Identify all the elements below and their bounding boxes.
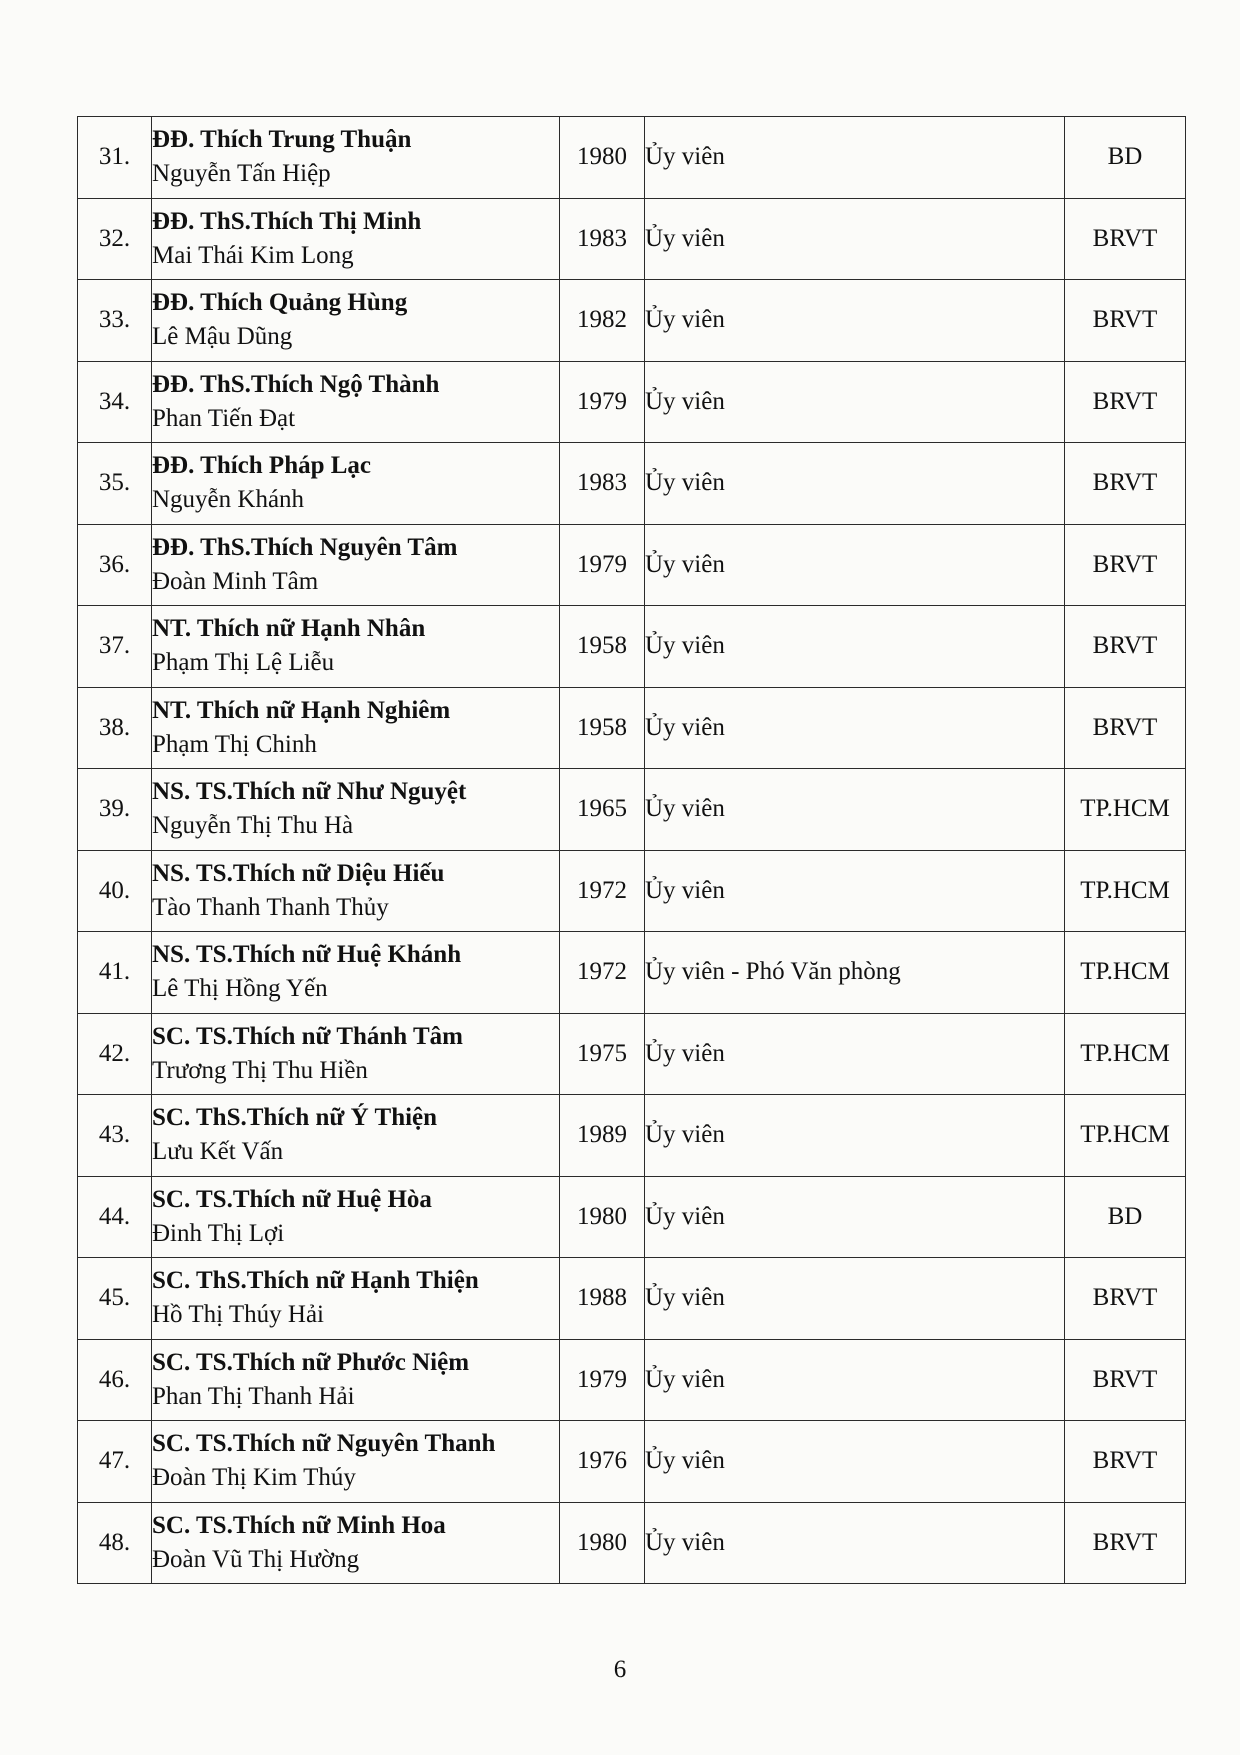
religious-name: ĐĐ. Thích Trung Thuận (152, 126, 412, 154)
name-cell (152, 1013, 560, 1095)
row-number-cell: 34. (78, 361, 152, 443)
table-row (78, 1502, 1186, 1584)
name-cell (152, 361, 560, 443)
role-cell: Ủy viên (645, 1013, 1065, 1095)
location-cell: TP.HCM (1065, 1095, 1186, 1177)
religious-name: SC. TS.Thích nữ Huệ Hòa (152, 1185, 432, 1213)
religious-name: ĐĐ. ThS.Thích Nguyên Tâm (152, 533, 458, 561)
location-cell: BRVT (1065, 1258, 1186, 1340)
role-cell: Ủy viên (645, 1176, 1065, 1258)
table-row (78, 280, 1186, 362)
birth-year-cell: 1980 (560, 117, 645, 199)
name-cell (152, 1421, 560, 1503)
name-cell (152, 280, 560, 362)
religious-name: SC. TS.Thích nữ Minh Hoa (152, 1511, 446, 1539)
birth-year-cell: 1979 (560, 1339, 645, 1421)
table-row (78, 606, 1186, 688)
birth-year-cell: 1976 (560, 1421, 645, 1503)
role-cell: Ủy viên (645, 606, 1065, 688)
lay-name: Lê Thị Hồng Yến (152, 975, 328, 1003)
religious-name: NT. Thích nữ Hạnh Nghiêm (152, 696, 451, 724)
row-number-cell: 40. (78, 850, 152, 932)
table-row (78, 117, 1186, 199)
birth-year-cell: 1983 (560, 198, 645, 280)
member-table (77, 116, 1186, 1584)
name-cell (152, 1258, 560, 1340)
table-row (78, 1013, 1186, 1095)
name-cell (152, 1339, 560, 1421)
name-cell (152, 769, 560, 851)
birth-year-cell: 1982 (560, 280, 645, 362)
row-number-cell: 45. (78, 1258, 152, 1340)
role-cell: Ủy viên (645, 769, 1065, 851)
lay-name: Nguyễn Thị Thu Hà (152, 812, 354, 840)
table-row (78, 1095, 1186, 1177)
table-row (78, 687, 1186, 769)
birth-year-cell: 1958 (560, 606, 645, 688)
name-cell (152, 850, 560, 932)
name-cell (152, 606, 560, 688)
lay-name: Mai Thái Kim Long (152, 241, 354, 269)
table-row (78, 198, 1186, 280)
row-number-cell: 47. (78, 1421, 152, 1503)
name-cell (152, 932, 560, 1014)
lay-name: Đoàn Vũ Thị Hường (152, 1545, 360, 1573)
religious-name: NS. TS.Thích nữ Như Nguyệt (152, 778, 467, 806)
member-table-body (78, 117, 1186, 1584)
birth-year-cell: 1989 (560, 1095, 645, 1177)
row-number-cell: 32. (78, 198, 152, 280)
location-cell: BRVT (1065, 361, 1186, 443)
name-cell (152, 117, 560, 199)
table-row (78, 443, 1186, 525)
birth-year-cell: 1975 (560, 1013, 645, 1095)
lay-name: Phan Tiến Đạt (152, 404, 296, 432)
name-cell (152, 198, 560, 280)
birth-year-cell: 1958 (560, 687, 645, 769)
table-row (78, 1176, 1186, 1258)
row-number-cell: 48. (78, 1502, 152, 1584)
location-cell: BRVT (1065, 687, 1186, 769)
lay-name: Phan Thị Thanh Hải (152, 1382, 355, 1410)
religious-name: NS. TS.Thích nữ Huệ Khánh (152, 941, 462, 969)
location-cell: BRVT (1065, 1421, 1186, 1503)
role-cell: Ủy viên (645, 687, 1065, 769)
location-cell: BRVT (1065, 1339, 1186, 1421)
location-cell: BRVT (1065, 1502, 1186, 1584)
role-cell: Ủy viên - Phó Văn phòng (645, 932, 1065, 1014)
row-number-cell: 31. (78, 117, 152, 199)
birth-year-cell: 1972 (560, 932, 645, 1014)
role-cell: Ủy viên (645, 443, 1065, 525)
row-number-cell: 41. (78, 932, 152, 1014)
row-number-cell: 46. (78, 1339, 152, 1421)
lay-name: Phạm Thị Lệ Liễu (152, 649, 335, 677)
religious-name: SC. ThS.Thích nữ Ý Thiện (152, 1104, 438, 1132)
role-cell: Ủy viên (645, 1258, 1065, 1340)
role-cell: Ủy viên (645, 198, 1065, 280)
name-cell (152, 687, 560, 769)
row-number-cell: 37. (78, 606, 152, 688)
table-row (78, 1339, 1186, 1421)
role-cell: Ủy viên (645, 524, 1065, 606)
lay-name: Lê Mậu Dũng (152, 323, 293, 351)
birth-year-cell: 1980 (560, 1502, 645, 1584)
religious-name: SC. TS.Thích nữ Phước Niệm (152, 1348, 470, 1376)
location-cell: BRVT (1065, 524, 1186, 606)
name-cell (152, 443, 560, 525)
table-row (78, 769, 1186, 851)
role-cell: Ủy viên (645, 117, 1065, 199)
lay-name: Đinh Thị Lợi (152, 1219, 285, 1247)
role-cell: Ủy viên (645, 1421, 1065, 1503)
name-cell (152, 1502, 560, 1584)
row-number-cell: 38. (78, 687, 152, 769)
row-number-cell: 42. (78, 1013, 152, 1095)
birth-year-cell: 1972 (560, 850, 645, 932)
role-cell: Ủy viên (645, 1095, 1065, 1177)
lay-name: Đoàn Minh Tâm (152, 567, 319, 595)
religious-name: SC. ThS.Thích nữ Hạnh Thiện (152, 1267, 479, 1295)
religious-name: NT. Thích nữ Hạnh Nhân (152, 615, 426, 643)
birth-year-cell: 1979 (560, 524, 645, 606)
religious-name: SC. TS.Thích nữ Thánh Tâm (152, 1022, 463, 1050)
lay-name: Hồ Thị Thúy Hải (152, 1301, 324, 1329)
role-cell: Ủy viên (645, 850, 1065, 932)
role-cell: Ủy viên (645, 1502, 1065, 1584)
row-number-cell: 35. (78, 443, 152, 525)
lay-name: Đoàn Thị Kim Thúy (152, 1464, 356, 1492)
location-cell: BD (1065, 1176, 1186, 1258)
role-cell: Ủy viên (645, 280, 1065, 362)
name-cell (152, 1176, 560, 1258)
religious-name: NS. TS.Thích nữ Diệu Hiếu (152, 859, 445, 887)
row-number-cell: 39. (78, 769, 152, 851)
table-row (78, 524, 1186, 606)
lay-name: Tào Thanh Thanh Thủy (152, 893, 389, 921)
location-cell: TP.HCM (1065, 850, 1186, 932)
role-cell: Ủy viên (645, 1339, 1065, 1421)
religious-name: SC. TS.Thích nữ Nguyên Thanh (152, 1430, 496, 1458)
lay-name: Nguyễn Tấn Hiệp (152, 160, 331, 188)
row-number-cell: 36. (78, 524, 152, 606)
row-number-cell: 44. (78, 1176, 152, 1258)
religious-name: ĐĐ. ThS.Thích Thị Minh (152, 207, 422, 235)
birth-year-cell: 1965 (560, 769, 645, 851)
lay-name: Trương Thị Thu Hiền (152, 1056, 368, 1084)
birth-year-cell: 1980 (560, 1176, 645, 1258)
row-number-cell: 33. (78, 280, 152, 362)
name-cell (152, 524, 560, 606)
table-row (78, 361, 1186, 443)
location-cell: BRVT (1065, 280, 1186, 362)
page-number: 6 (613, 1656, 627, 1683)
lay-name: Phạm Thị Chinh (152, 730, 317, 758)
birth-year-cell: 1983 (560, 443, 645, 525)
table-row (78, 932, 1186, 1014)
table-row (78, 1258, 1186, 1340)
row-number-cell: 43. (78, 1095, 152, 1177)
table-row (78, 1421, 1186, 1503)
location-cell: TP.HCM (1065, 769, 1186, 851)
location-cell: BRVT (1065, 198, 1186, 280)
lay-name: Lưu Kết Vấn (152, 1138, 284, 1166)
location-cell: TP.HCM (1065, 932, 1186, 1014)
religious-name: ĐĐ. Thích Pháp Lạc (152, 452, 372, 480)
table-row (78, 850, 1186, 932)
role-cell: Ủy viên (645, 361, 1065, 443)
religious-name: ĐĐ. Thích Quảng Hùng (152, 289, 408, 317)
lay-name: Nguyễn Khánh (152, 486, 305, 514)
birth-year-cell: 1988 (560, 1258, 645, 1340)
location-cell: BD (1065, 117, 1186, 199)
location-cell: BRVT (1065, 443, 1186, 525)
religious-name: ĐĐ. ThS.Thích Ngộ Thành (152, 370, 440, 398)
name-cell (152, 1095, 560, 1177)
birth-year-cell: 1979 (560, 361, 645, 443)
location-cell: BRVT (1065, 606, 1186, 688)
location-cell: TP.HCM (1065, 1013, 1186, 1095)
